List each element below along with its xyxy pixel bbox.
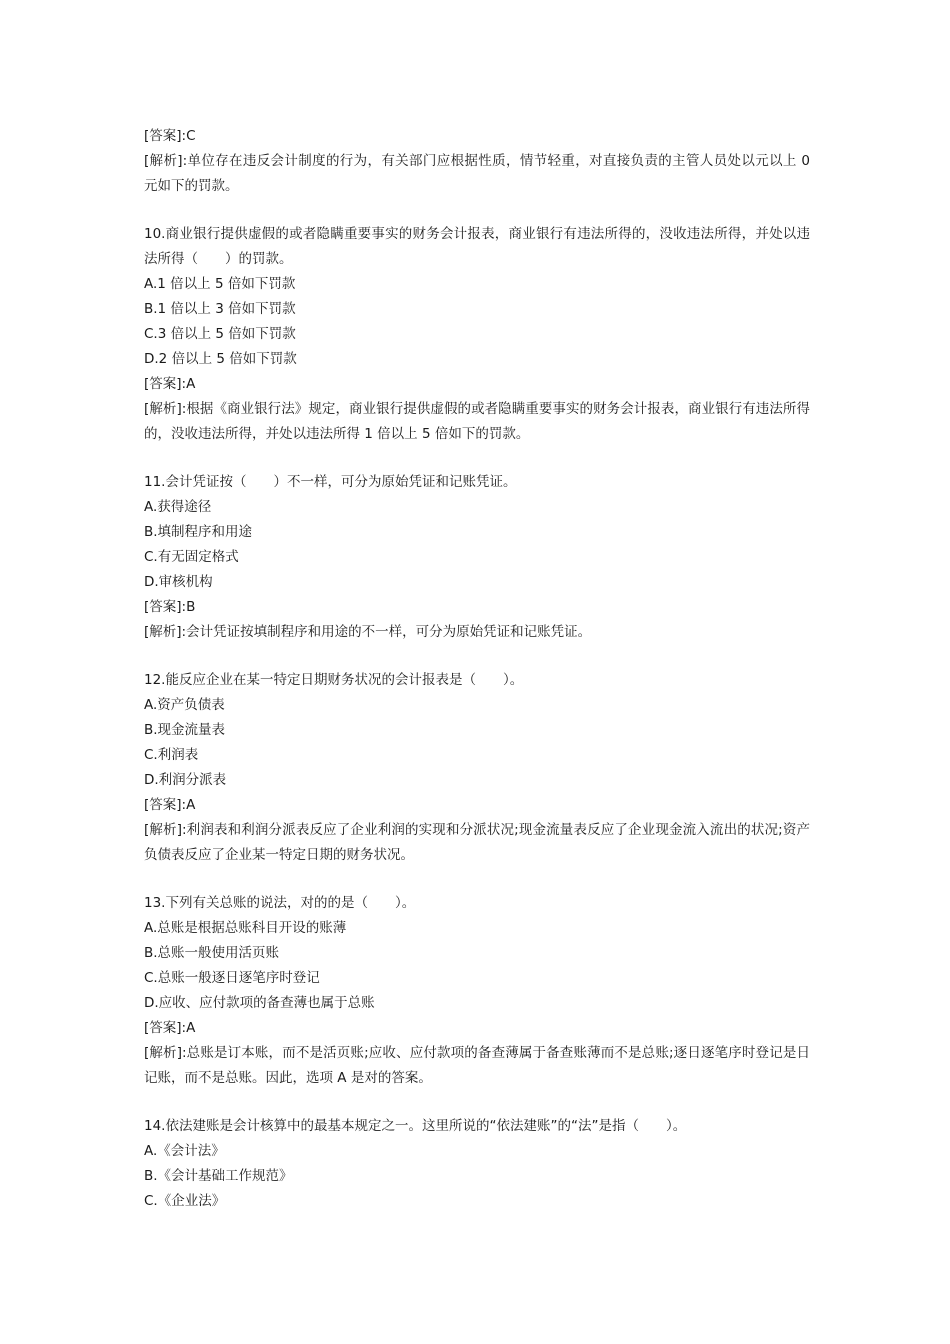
option-b: B.填制程序和用途 <box>144 524 253 540</box>
analysis-paragraph: [解析]:利润表和利润分派表反应了企业利润的实现和分派状况;现金流量表反应了企业现金流入流出的状况;资产负债表反应了企业某一特定日期的财务状况。 <box>144 822 810 863</box>
question-stem-11: 11.会计凭证按（ ）不一样，可分为原始凭证和记账凭证。 <box>144 474 517 490</box>
option-a: A.1 倍以上 5 倍如下罚款 <box>144 276 296 292</box>
spacer <box>144 868 810 891</box>
option-c: C.利润表 <box>144 747 199 763</box>
question-stem-12: 12.能反应企业在某一特定日期财务状况的会计报表是（ ）。 <box>144 672 524 688</box>
spacer <box>144 1091 810 1114</box>
answer-line: [答案]:A <box>144 1020 196 1036</box>
answer-line: [答案]:C <box>144 128 196 144</box>
question-stem-10: 10.商业银行提供虚假的或者隐瞒重要事实的财务会计报表，商业银行有违法所得的，没收违法所得，并处以违法所得（ ）的罚款。 <box>144 226 810 267</box>
analysis-paragraph: [解析]:单位存在违反会计制度的行为，有关部门应根据性质，情节轻重，对直接负责的主管人员处以元以上 0 元如下的罚款。 <box>144 153 810 194</box>
option-b: B.《会计基础工作规范》 <box>144 1168 293 1184</box>
answer-line: [答案]:B <box>144 599 196 615</box>
option-a: A.获得途径 <box>144 499 212 515</box>
answer-line: [答案]:A <box>144 376 196 392</box>
question-stem-13: 13.下列有关总账的说法，对的的是（ ）。 <box>144 895 416 911</box>
option-d: D.利润分派表 <box>144 772 227 788</box>
analysis-paragraph: [解析]:根据《商业银行法》规定，商业银行提供虚假的或者隐瞒重要事实的财务会计报表，商业银行有违法所得的，没收违法所得，并处以违法所得 1 倍以上 5 倍如下的罚款。 <box>144 401 810 442</box>
option-b: B.1 倍以上 3 倍如下罚款 <box>144 301 296 317</box>
option-a: A.总账是根据总账科目开设的账薄 <box>144 920 347 936</box>
option-d: D.应收、应付款项的备查薄也属于总账 <box>144 995 375 1011</box>
spacer <box>144 199 810 222</box>
option-d: D.审核机构 <box>144 574 213 590</box>
document-page <box>144 124 810 1214</box>
question-stem-14: 14.依法建账是会计核算中的最基本规定之一。这里所说的“依法建账”的“法”是指（ ）。 <box>144 1118 687 1134</box>
option-d: D.2 倍以上 5 倍如下罚款 <box>144 351 297 367</box>
option-c: C.有无固定格式 <box>144 549 239 565</box>
option-a: A.《会计法》 <box>144 1143 225 1159</box>
option-c: C.《企业法》 <box>144 1193 226 1209</box>
analysis-paragraph: [解析]:会计凭证按填制程序和用途的不一样，可分为原始凭证和记账凭证。 <box>144 624 592 640</box>
answer-line: [答案]:A <box>144 797 196 813</box>
option-a: A.资产负债表 <box>144 697 225 713</box>
option-b: B.总账一般使用活页账 <box>144 945 280 961</box>
spacer <box>144 447 810 470</box>
option-c: C.总账一般逐日逐笔序时登记 <box>144 970 320 986</box>
option-b: B.现金流量表 <box>144 722 226 738</box>
spacer <box>144 645 810 668</box>
option-c: C.3 倍以上 5 倍如下罚款 <box>144 326 296 342</box>
analysis-paragraph: [解析]:总账是订本账，而不是活页账;应收、应付款项的备查薄属于备查账薄而不是总账;逐日逐笔序时登记是日记账，而不是总账。因此，选项 A 是对的答案。 <box>144 1045 810 1086</box>
